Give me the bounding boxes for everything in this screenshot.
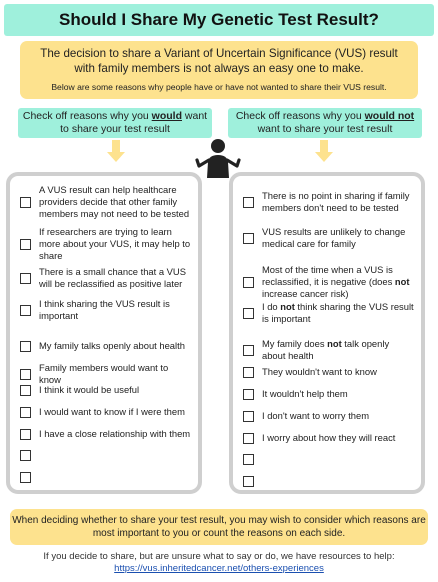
checkbox[interactable] [243,454,254,465]
checkbox[interactable] [20,450,31,461]
checklist-item[interactable] [243,476,415,487]
checklist-item[interactable] [243,301,415,325]
checklist-item-label: I have a close relationship with them [39,428,191,439]
header-text-after: want to share your test result [60,110,208,135]
checklist-item[interactable] [243,410,415,422]
checklist-item-label: Family members would want to know [39,362,169,385]
checklist-item[interactable] [243,264,415,300]
checkbox[interactable] [20,239,31,250]
checklist-item-label: They wouldn't want to know [262,366,377,377]
down-arrow-icon [315,140,333,162]
down-arrow-icon [107,140,125,162]
checklist-item-label: My family does not talk openly about health [262,338,390,361]
resources-note [0,551,438,575]
checklist-item[interactable] [20,340,192,352]
checkbox[interactable] [243,233,254,244]
intro-box [20,41,418,99]
header-emphasis: would not [364,110,415,122]
header-text-before: Check off reasons why you [235,110,365,122]
checklist-item[interactable] [20,362,192,386]
footer-note: When deciding whether to share your test result, you may wish to consider which reasons are most important to you or count the reasons on each side. [10,509,428,545]
checkbox[interactable] [20,305,31,316]
checkbox[interactable] [243,197,254,208]
checkbox[interactable] [243,476,254,487]
intro-text: The decision to share a Variant of Uncertain Significance (VUS) result with family members is not always an easy one to make. [40,47,398,75]
header-emphasis: would [151,110,182,122]
page-title: Should I Share My Genetic Test Result? [4,4,434,36]
checklist-item[interactable] [20,266,192,290]
checklist-item[interactable] [243,388,415,400]
checklist-item[interactable] [243,432,415,444]
would-not-share-panel [229,172,425,494]
checklist-item[interactable] [243,454,415,465]
checkbox[interactable] [20,407,31,418]
would-share-panel [6,172,202,494]
header-text-before: Check off reasons why you [22,110,152,122]
shrugging-person-icon [194,138,242,178]
header-text-after: want to share your test result [257,123,393,135]
checkbox[interactable] [20,273,31,284]
checklist-item-label: A VUS result can help healthcare providers decide that other family members may not need to be tested [39,184,190,219]
checklist-item-label: Most of the time when a VUS is reclassified, it is negative (does not increase cancer risk) [262,264,410,299]
checkbox[interactable] [243,433,254,444]
checklist-item[interactable] [243,366,415,378]
checklist-item[interactable] [20,428,192,440]
checklist-item[interactable] [243,226,415,250]
checkbox[interactable] [243,308,254,319]
checkbox[interactable] [243,411,254,422]
checklist-item-label: I think sharing the VUS result is important [39,298,170,321]
checklist-item-label: I do not think sharing the VUS result is important [262,301,414,324]
checklist-item[interactable] [20,184,192,220]
checklist-item-label: VUS results are unlikely to change medical care for family [262,226,406,249]
checklist-item-label: I don't want to worry them [262,410,370,421]
checkbox[interactable] [20,341,31,352]
checklist-item-label: There is a small chance that a VUS will be reclassified as positive later [39,266,186,289]
resources-link[interactable]: https://vus.inheritedcancer.net/others-experiences [114,563,324,574]
checklist-item[interactable] [243,190,415,214]
checklist-item[interactable] [20,298,192,322]
checklist-item-label: My family talks openly about health [39,340,185,351]
checkbox[interactable] [20,385,31,396]
checklist-item-label: I think it would be useful [39,384,140,395]
resources-text: If you decide to share, but are unsure what to say or do, we have resources to help: [43,551,395,562]
checklist-item[interactable] [243,338,415,362]
checkbox[interactable] [20,369,31,380]
checkbox[interactable] [20,472,31,483]
checkbox[interactable] [243,345,254,356]
checkbox[interactable] [20,429,31,440]
intro-subtext: Below are some reasons why people have or have not wanted to share their VUS result. [51,82,387,92]
checklist-item[interactable] [20,406,192,418]
checklist-item[interactable] [20,226,192,262]
checklist-item-label: It wouldn't help them [262,388,348,399]
checklist-item-label: If researchers are trying to learn more about your VUS, it may help to share [39,226,191,261]
checklist-item-label: I worry about how they will react [262,432,396,443]
would-not-share-header [228,108,422,138]
checklist-item-label: I would want to know if I were them [39,406,185,417]
checklist-item[interactable] [20,450,192,461]
checklist-item-label: There is no point in sharing if family members don't need to be tested [262,190,410,213]
checklist-item[interactable] [20,384,192,396]
checkbox[interactable] [243,367,254,378]
checkbox[interactable] [243,389,254,400]
checklist-item[interactable] [20,472,192,483]
checkbox[interactable] [243,277,254,288]
would-share-header [18,108,212,138]
checkbox[interactable] [20,197,31,208]
